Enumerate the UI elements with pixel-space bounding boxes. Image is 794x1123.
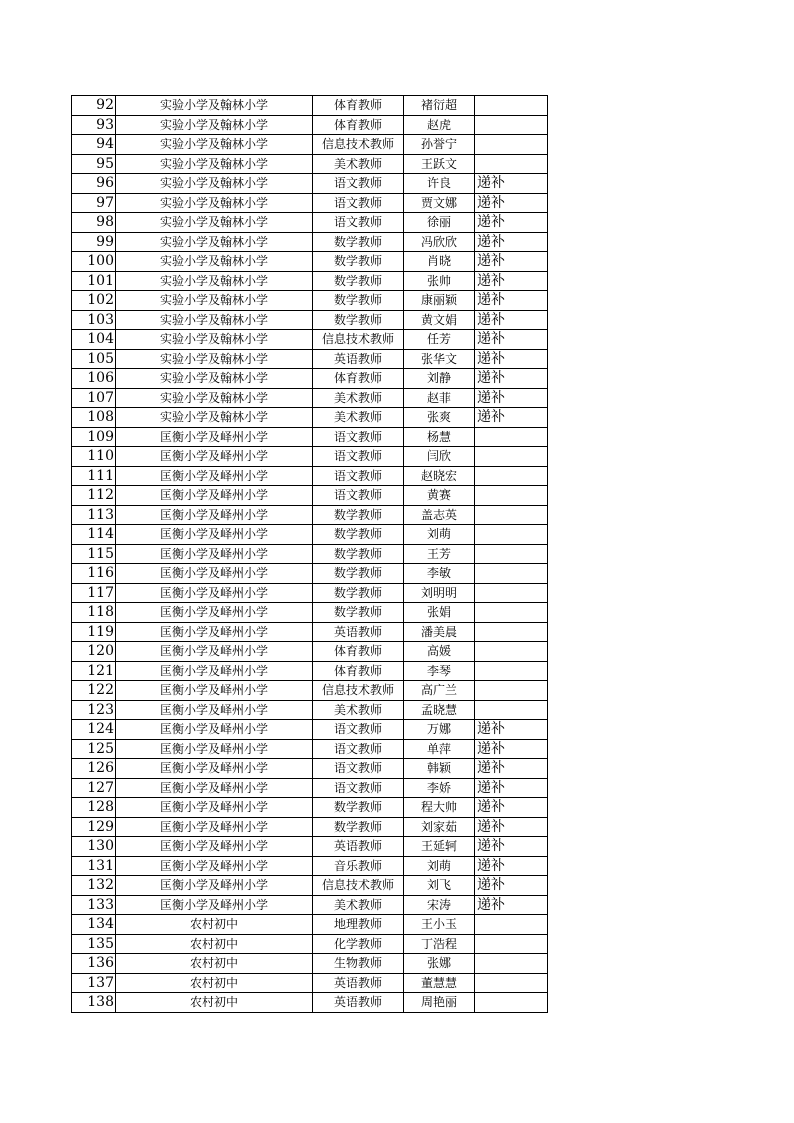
note-cell — [475, 622, 548, 642]
table-row — [72, 115, 548, 135]
note-cell: 递补 — [475, 876, 548, 896]
school-cell: 匡衡小学及峄州小学 — [116, 817, 313, 837]
table-row — [72, 700, 548, 720]
name-cell: 徐丽 — [404, 213, 475, 233]
position-cell: 英语教师 — [313, 622, 404, 642]
table-row — [72, 193, 548, 213]
name-cell: 刘飞 — [404, 876, 475, 896]
note-cell — [475, 973, 548, 993]
note-cell: 递补 — [475, 778, 548, 798]
note-cell — [475, 505, 548, 525]
table-row — [72, 466, 548, 486]
name-cell: 王小玉 — [404, 915, 475, 935]
position-cell: 美术教师 — [313, 154, 404, 174]
table-row — [72, 408, 548, 428]
name-cell: 杨慧 — [404, 427, 475, 447]
school-cell: 匡衡小学及峄州小学 — [116, 642, 313, 662]
row-number-cell: 94 — [72, 135, 116, 155]
table-row — [72, 505, 548, 525]
row-number-cell: 105 — [72, 349, 116, 369]
name-cell: 高媛 — [404, 642, 475, 662]
note-cell: 递补 — [475, 837, 548, 857]
position-cell: 英语教师 — [313, 349, 404, 369]
note-cell: 递补 — [475, 369, 548, 389]
row-number-cell: 122 — [72, 681, 116, 701]
table-row — [72, 720, 548, 740]
name-cell: 盖志英 — [404, 505, 475, 525]
position-cell: 数学教师 — [313, 564, 404, 584]
table-row — [72, 427, 548, 447]
row-number-cell: 103 — [72, 310, 116, 330]
position-cell: 体育教师 — [313, 642, 404, 662]
school-cell: 匡衡小学及峄州小学 — [116, 583, 313, 603]
school-cell: 匡衡小学及峄州小学 — [116, 837, 313, 857]
row-number-cell: 118 — [72, 603, 116, 623]
school-cell: 农村初中 — [116, 954, 313, 974]
table-row — [72, 252, 548, 272]
name-cell: 张娜 — [404, 954, 475, 974]
row-number-cell: 97 — [72, 193, 116, 213]
school-cell: 实验小学及翰林小学 — [116, 213, 313, 233]
school-cell: 实验小学及翰林小学 — [116, 349, 313, 369]
name-cell: 刘萌 — [404, 525, 475, 545]
position-cell: 体育教师 — [313, 115, 404, 135]
school-cell: 匡衡小学及峄州小学 — [116, 720, 313, 740]
name-cell: 黄赛 — [404, 486, 475, 506]
row-number-cell: 130 — [72, 837, 116, 857]
school-cell: 匡衡小学及峄州小学 — [116, 778, 313, 798]
name-cell: 王芳 — [404, 544, 475, 564]
position-cell: 数学教师 — [313, 505, 404, 525]
note-cell: 递补 — [475, 232, 548, 252]
note-cell — [475, 115, 548, 135]
row-number-cell: 127 — [72, 778, 116, 798]
note-cell: 递补 — [475, 252, 548, 272]
position-cell: 数学教师 — [313, 525, 404, 545]
table-row — [72, 778, 548, 798]
position-cell: 数学教师 — [313, 252, 404, 272]
school-cell: 农村初中 — [116, 993, 313, 1013]
school-cell: 实验小学及翰林小学 — [116, 310, 313, 330]
row-number-cell: 133 — [72, 895, 116, 915]
note-cell: 递补 — [475, 798, 548, 818]
table-row — [72, 954, 548, 974]
note-cell — [475, 661, 548, 681]
table-row — [72, 447, 548, 467]
position-cell: 语文教师 — [313, 739, 404, 759]
table-row — [72, 271, 548, 291]
position-cell: 数学教师 — [313, 232, 404, 252]
table-row — [72, 564, 548, 584]
position-cell: 音乐教师 — [313, 856, 404, 876]
table-row — [72, 642, 548, 662]
note-cell: 递补 — [475, 271, 548, 291]
name-cell: 贾文娜 — [404, 193, 475, 213]
school-cell: 农村初中 — [116, 973, 313, 993]
name-cell: 单萍 — [404, 739, 475, 759]
row-number-cell: 93 — [72, 115, 116, 135]
row-number-cell: 120 — [72, 642, 116, 662]
note-cell — [475, 583, 548, 603]
position-cell: 信息技术教师 — [313, 330, 404, 350]
note-cell — [475, 934, 548, 954]
school-cell: 匡衡小学及峄州小学 — [116, 427, 313, 447]
row-number-cell: 117 — [72, 583, 116, 603]
school-cell: 实验小学及翰林小学 — [116, 252, 313, 272]
table-row — [72, 174, 548, 194]
note-cell — [475, 486, 548, 506]
table-row — [72, 96, 548, 116]
position-cell: 美术教师 — [313, 700, 404, 720]
position-cell: 信息技术教师 — [313, 135, 404, 155]
school-cell: 实验小学及翰林小学 — [116, 193, 313, 213]
school-cell: 匡衡小学及峄州小学 — [116, 856, 313, 876]
table-row — [72, 993, 548, 1013]
row-number-cell: 104 — [72, 330, 116, 350]
table-row — [72, 525, 548, 545]
roster-body — [72, 96, 548, 1013]
position-cell: 语文教师 — [313, 778, 404, 798]
school-cell: 匡衡小学及峄州小学 — [116, 603, 313, 623]
position-cell: 语文教师 — [313, 759, 404, 779]
position-cell: 语文教师 — [313, 720, 404, 740]
row-number-cell: 111 — [72, 466, 116, 486]
row-number-cell: 134 — [72, 915, 116, 935]
note-cell: 递补 — [475, 213, 548, 233]
position-cell: 语文教师 — [313, 174, 404, 194]
note-cell — [475, 447, 548, 467]
position-cell: 数学教师 — [313, 583, 404, 603]
name-cell: 高广兰 — [404, 681, 475, 701]
name-cell: 冯欣欣 — [404, 232, 475, 252]
name-cell: 周艳丽 — [404, 993, 475, 1013]
table-row — [72, 213, 548, 233]
position-cell: 数学教师 — [313, 291, 404, 311]
note-cell — [475, 525, 548, 545]
position-cell: 语文教师 — [313, 193, 404, 213]
position-cell: 体育教师 — [313, 369, 404, 389]
table-row — [72, 817, 548, 837]
position-cell: 数学教师 — [313, 271, 404, 291]
school-cell: 实验小学及翰林小学 — [116, 408, 313, 428]
position-cell: 数学教师 — [313, 817, 404, 837]
table-row — [72, 915, 548, 935]
note-cell — [475, 154, 548, 174]
note-cell: 递补 — [475, 817, 548, 837]
name-cell: 张帅 — [404, 271, 475, 291]
position-cell: 数学教师 — [313, 603, 404, 623]
position-cell: 数学教师 — [313, 798, 404, 818]
note-cell — [475, 642, 548, 662]
name-cell: 宋涛 — [404, 895, 475, 915]
note-cell: 递补 — [475, 895, 548, 915]
name-cell: 王跃文 — [404, 154, 475, 174]
row-number-cell: 128 — [72, 798, 116, 818]
note-cell: 递补 — [475, 310, 548, 330]
row-number-cell: 116 — [72, 564, 116, 584]
name-cell: 李娇 — [404, 778, 475, 798]
row-number-cell: 99 — [72, 232, 116, 252]
school-cell: 匡衡小学及峄州小学 — [116, 895, 313, 915]
school-cell: 实验小学及翰林小学 — [116, 174, 313, 194]
row-number-cell: 135 — [72, 934, 116, 954]
school-cell: 实验小学及翰林小学 — [116, 115, 313, 135]
table-row — [72, 798, 548, 818]
note-cell: 递补 — [475, 408, 548, 428]
note-cell: 递补 — [475, 388, 548, 408]
row-number-cell: 121 — [72, 661, 116, 681]
table-row — [72, 603, 548, 623]
position-cell: 美术教师 — [313, 408, 404, 428]
position-cell: 地理教师 — [313, 915, 404, 935]
note-cell: 递补 — [475, 330, 548, 350]
name-cell: 程大帅 — [404, 798, 475, 818]
note-cell — [475, 96, 548, 116]
school-cell: 实验小学及翰林小学 — [116, 232, 313, 252]
school-cell: 匡衡小学及峄州小学 — [116, 700, 313, 720]
table-row — [72, 661, 548, 681]
note-cell: 递补 — [475, 856, 548, 876]
row-number-cell: 95 — [72, 154, 116, 174]
school-cell: 匡衡小学及峄州小学 — [116, 661, 313, 681]
row-number-cell: 123 — [72, 700, 116, 720]
name-cell: 刘静 — [404, 369, 475, 389]
note-cell — [475, 915, 548, 935]
position-cell: 体育教师 — [313, 96, 404, 116]
school-cell: 匡衡小学及峄州小学 — [116, 486, 313, 506]
row-number-cell: 119 — [72, 622, 116, 642]
note-cell: 递补 — [475, 349, 548, 369]
school-cell: 实验小学及翰林小学 — [116, 388, 313, 408]
position-cell: 英语教师 — [313, 973, 404, 993]
note-cell — [475, 564, 548, 584]
name-cell: 刘萌 — [404, 856, 475, 876]
note-cell — [475, 427, 548, 447]
school-cell: 匡衡小学及峄州小学 — [116, 681, 313, 701]
row-number-cell: 113 — [72, 505, 116, 525]
name-cell: 康丽颖 — [404, 291, 475, 311]
name-cell: 潘美晨 — [404, 622, 475, 642]
name-cell: 王延轲 — [404, 837, 475, 857]
school-cell: 实验小学及翰林小学 — [116, 135, 313, 155]
table-row — [72, 232, 548, 252]
school-cell: 匡衡小学及峄州小学 — [116, 544, 313, 564]
row-number-cell: 132 — [72, 876, 116, 896]
name-cell: 孟晓慧 — [404, 700, 475, 720]
table-row — [72, 934, 548, 954]
table-row — [72, 369, 548, 389]
school-cell: 匡衡小学及峄州小学 — [116, 466, 313, 486]
position-cell: 信息技术教师 — [313, 876, 404, 896]
row-number-cell: 109 — [72, 427, 116, 447]
row-number-cell: 126 — [72, 759, 116, 779]
position-cell: 语文教师 — [313, 466, 404, 486]
row-number-cell: 92 — [72, 96, 116, 116]
roster-table — [71, 95, 548, 1013]
school-cell: 匡衡小学及峄州小学 — [116, 505, 313, 525]
position-cell: 化学教师 — [313, 934, 404, 954]
table-row — [72, 973, 548, 993]
position-cell: 美术教师 — [313, 388, 404, 408]
school-cell: 实验小学及翰林小学 — [116, 154, 313, 174]
note-cell — [475, 954, 548, 974]
school-cell: 匡衡小学及峄州小学 — [116, 739, 313, 759]
table-row — [72, 330, 548, 350]
position-cell: 体育教师 — [313, 661, 404, 681]
position-cell: 英语教师 — [313, 993, 404, 1013]
name-cell: 张华文 — [404, 349, 475, 369]
table-row — [72, 135, 548, 155]
school-cell: 实验小学及翰林小学 — [116, 330, 313, 350]
name-cell: 丁浩程 — [404, 934, 475, 954]
row-number-cell: 137 — [72, 973, 116, 993]
school-cell: 实验小学及翰林小学 — [116, 291, 313, 311]
name-cell: 张爽 — [404, 408, 475, 428]
name-cell: 赵晓宏 — [404, 466, 475, 486]
school-cell: 匡衡小学及峄州小学 — [116, 564, 313, 584]
name-cell: 韩颖 — [404, 759, 475, 779]
row-number-cell: 96 — [72, 174, 116, 194]
school-cell: 实验小学及翰林小学 — [116, 271, 313, 291]
table-row — [72, 876, 548, 896]
note-cell — [475, 135, 548, 155]
name-cell: 许良 — [404, 174, 475, 194]
table-row — [72, 759, 548, 779]
table-row — [72, 154, 548, 174]
row-number-cell: 136 — [72, 954, 116, 974]
table-row — [72, 895, 548, 915]
school-cell: 匡衡小学及峄州小学 — [116, 798, 313, 818]
school-cell: 实验小学及翰林小学 — [116, 369, 313, 389]
position-cell: 数学教师 — [313, 544, 404, 564]
note-cell: 递补 — [475, 291, 548, 311]
school-cell: 匡衡小学及峄州小学 — [116, 525, 313, 545]
school-cell: 实验小学及翰林小学 — [116, 96, 313, 116]
name-cell: 张娟 — [404, 603, 475, 623]
note-cell: 递补 — [475, 720, 548, 740]
table-row — [72, 739, 548, 759]
note-cell — [475, 544, 548, 564]
school-cell: 匡衡小学及峄州小学 — [116, 622, 313, 642]
name-cell: 肖晓 — [404, 252, 475, 272]
table-row — [72, 349, 548, 369]
name-cell: 任芳 — [404, 330, 475, 350]
table-row — [72, 622, 548, 642]
row-number-cell: 100 — [72, 252, 116, 272]
row-number-cell: 131 — [72, 856, 116, 876]
position-cell: 语文教师 — [313, 213, 404, 233]
school-cell: 匡衡小学及峄州小学 — [116, 759, 313, 779]
school-cell: 农村初中 — [116, 915, 313, 935]
row-number-cell: 112 — [72, 486, 116, 506]
position-cell: 英语教师 — [313, 837, 404, 857]
table-row — [72, 583, 548, 603]
row-number-cell: 102 — [72, 291, 116, 311]
name-cell: 李琴 — [404, 661, 475, 681]
row-number-cell: 108 — [72, 408, 116, 428]
school-cell: 匡衡小学及峄州小学 — [116, 876, 313, 896]
table-row — [72, 486, 548, 506]
note-cell — [475, 700, 548, 720]
name-cell: 刘家茹 — [404, 817, 475, 837]
position-cell: 美术教师 — [313, 895, 404, 915]
note-cell: 递补 — [475, 174, 548, 194]
school-cell: 农村初中 — [116, 934, 313, 954]
name-cell: 刘明明 — [404, 583, 475, 603]
table-row — [72, 310, 548, 330]
table-row — [72, 681, 548, 701]
position-cell: 语文教师 — [313, 447, 404, 467]
row-number-cell: 107 — [72, 388, 116, 408]
table-row — [72, 388, 548, 408]
name-cell: 李敏 — [404, 564, 475, 584]
note-cell: 递补 — [475, 739, 548, 759]
note-cell — [475, 681, 548, 701]
row-number-cell: 124 — [72, 720, 116, 740]
name-cell: 赵菲 — [404, 388, 475, 408]
name-cell: 闫欣 — [404, 447, 475, 467]
school-cell: 匡衡小学及峄州小学 — [116, 447, 313, 467]
row-number-cell: 110 — [72, 447, 116, 467]
position-cell: 数学教师 — [313, 310, 404, 330]
row-number-cell: 106 — [72, 369, 116, 389]
table-row — [72, 544, 548, 564]
row-number-cell: 125 — [72, 739, 116, 759]
row-number-cell: 138 — [72, 993, 116, 1013]
position-cell: 语文教师 — [313, 486, 404, 506]
note-cell — [475, 993, 548, 1013]
name-cell: 万娜 — [404, 720, 475, 740]
name-cell: 董慧慧 — [404, 973, 475, 993]
row-number-cell: 98 — [72, 213, 116, 233]
row-number-cell: 114 — [72, 525, 116, 545]
position-cell: 信息技术教师 — [313, 681, 404, 701]
note-cell: 递补 — [475, 759, 548, 779]
table-row — [72, 856, 548, 876]
note-cell — [475, 466, 548, 486]
row-number-cell: 101 — [72, 271, 116, 291]
name-cell: 孙誉宁 — [404, 135, 475, 155]
position-cell: 生物教师 — [313, 954, 404, 974]
name-cell: 赵虎 — [404, 115, 475, 135]
note-cell: 递补 — [475, 193, 548, 213]
name-cell: 褚衍超 — [404, 96, 475, 116]
note-cell — [475, 603, 548, 623]
position-cell: 语文教师 — [313, 427, 404, 447]
row-number-cell: 129 — [72, 817, 116, 837]
name-cell: 黄文娟 — [404, 310, 475, 330]
table-row — [72, 837, 548, 857]
table-row — [72, 291, 548, 311]
row-number-cell: 115 — [72, 544, 116, 564]
